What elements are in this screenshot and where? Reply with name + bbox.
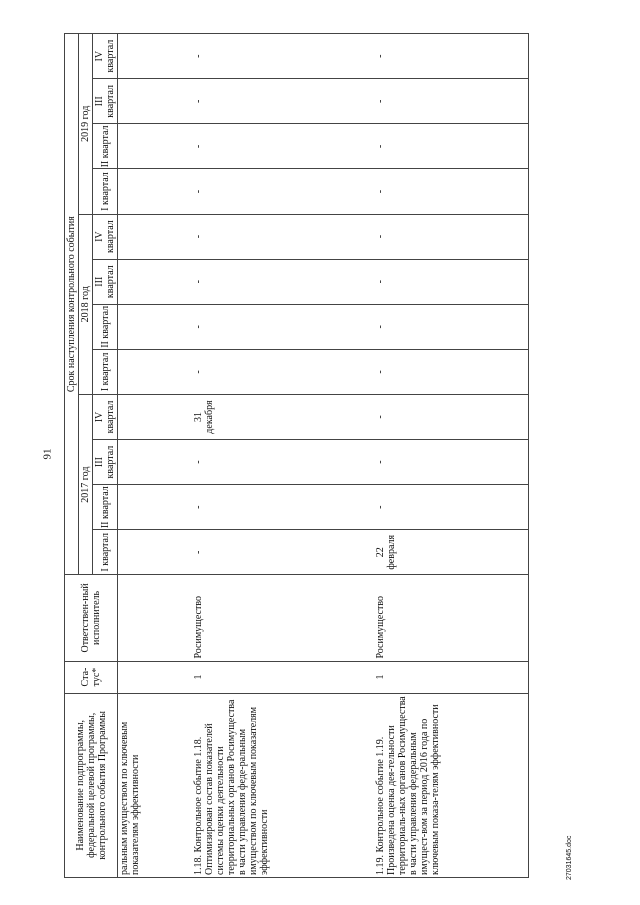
- event-name: 1.18. Контрольное событие 1.18. Оптимизирован состав показателей системы оценки деятельности территориальных органов Росимущества в части управления феде-ральным имуществом по ключевым показателям эффективности: [192, 693, 374, 877]
- quarter-cell: -: [374, 169, 529, 214]
- quarter-cell: [118, 79, 192, 124]
- quarter-cell: -: [192, 79, 374, 124]
- quarter-cell: -: [192, 169, 374, 214]
- header-deadline: Срок наступления контрольного события: [65, 34, 79, 575]
- quarter-cell: [118, 440, 192, 485]
- quarter-cell: -: [374, 485, 529, 530]
- header-quarter: IV квартал: [93, 34, 118, 79]
- table-row: [118, 34, 192, 878]
- header-year-2018: 2018 год: [79, 214, 93, 394]
- page-number: 91: [41, 448, 54, 460]
- quarter-cell: -: [192, 485, 374, 530]
- table-row: [374, 34, 529, 878]
- header-year-2017: 2017 год: [79, 394, 93, 574]
- header-status: Ста-тус*: [65, 661, 118, 693]
- quarter-cell: -: [192, 349, 374, 394]
- quarter-cell: -: [374, 304, 529, 349]
- header-quarter: I квартал: [93, 169, 118, 214]
- quarter-cell: -: [374, 34, 529, 79]
- header-quarter: III квартал: [93, 440, 118, 485]
- quarter-cell: -: [192, 34, 374, 79]
- event-responsible: [118, 575, 192, 661]
- quarter-cell: -: [374, 259, 529, 304]
- quarter-cell: -: [374, 79, 529, 124]
- rotated-table-wrapper: [64, 33, 557, 878]
- event-responsible: Росимущество: [374, 575, 529, 661]
- header-quarter: I квартал: [93, 530, 118, 575]
- quarter-cell: -: [374, 394, 529, 439]
- quarter-cell: -: [374, 214, 529, 259]
- quarter-cell: [118, 124, 192, 169]
- header-quarter: III квартал: [93, 79, 118, 124]
- quarter-cell: -: [192, 530, 374, 575]
- table-row: [192, 34, 374, 878]
- quarter-cell: [118, 394, 192, 439]
- header-quarter: IV квартал: [93, 394, 118, 439]
- quarter-cell: 31 декабря: [192, 394, 374, 439]
- quarter-cell: [118, 169, 192, 214]
- event-status: 1: [374, 661, 529, 693]
- quarter-cell: [118, 34, 192, 79]
- event-responsible: Росимущество: [192, 575, 374, 661]
- header-quarter: II квартал: [93, 124, 118, 169]
- quarter-cell: [118, 214, 192, 259]
- header-responsible: Ответствен-ный исполнитель: [65, 575, 118, 661]
- header-quarter: I квартал: [93, 349, 118, 394]
- event-status: [118, 661, 192, 693]
- quarter-cell: -: [192, 304, 374, 349]
- quarter-cell: [118, 349, 192, 394]
- header-quarter: III квартал: [93, 259, 118, 304]
- quarter-cell: [118, 485, 192, 530]
- event-name: ральным имуществом по ключевым показателям эффективности: [118, 693, 192, 877]
- quarter-cell: [118, 259, 192, 304]
- quarter-cell: -: [192, 259, 374, 304]
- event-name: 1.19. Контрольное событие 1.19. Произведена оценка дея-тельности территориаль-ных органов Росимущества в части управления федеральным имущест-вом за период 2016 года по ключевым показа-телям эффективности: [374, 693, 529, 877]
- quarter-cell: [118, 304, 192, 349]
- header-quarter: IV квартал: [93, 214, 118, 259]
- quarter-cell: -: [374, 440, 529, 485]
- header-quarter: II квартал: [93, 304, 118, 349]
- quarter-cell: 22 февраля: [374, 530, 529, 575]
- quarter-cell: -: [374, 124, 529, 169]
- document-footer: 27031645.doc: [566, 835, 573, 880]
- control-events-table: [64, 33, 529, 878]
- quarter-cell: -: [192, 124, 374, 169]
- header-year-2019: 2019 год: [79, 34, 93, 215]
- quarter-cell: -: [192, 214, 374, 259]
- quarter-cell: [118, 530, 192, 575]
- header-name: Наименование подпрограммы, федеральной целевой программы, контрольного события Программы: [65, 693, 118, 877]
- header-quarter: II квартал: [93, 485, 118, 530]
- event-status: 1: [192, 661, 374, 693]
- quarter-cell: -: [192, 440, 374, 485]
- quarter-cell: -: [374, 349, 529, 394]
